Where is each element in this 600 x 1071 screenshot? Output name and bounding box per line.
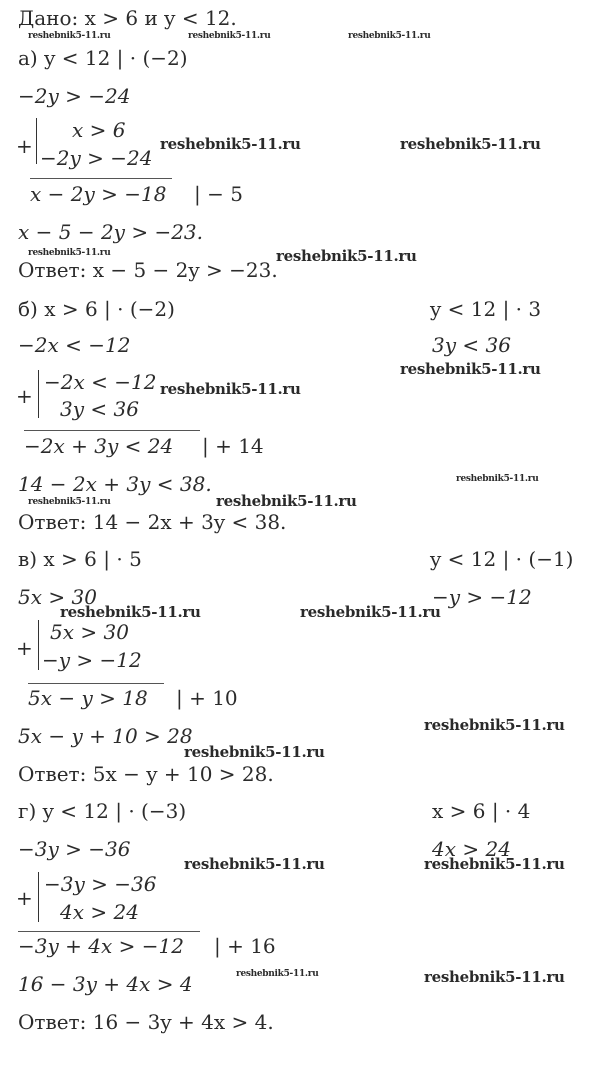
part-b-answer: Ответ: 14 − 2x + 3y < 38. xyxy=(18,510,287,534)
watermark: reshebnik5-11.ru xyxy=(60,603,201,621)
system-bracket xyxy=(36,118,37,164)
part-a-result: x − 5 − 2y > −23. xyxy=(18,220,204,244)
watermark: reshebnik5-11.ru xyxy=(160,380,301,398)
system-bracket xyxy=(38,370,39,418)
sum-rule xyxy=(24,430,200,431)
system-line-1: −3y > −36 xyxy=(44,872,157,896)
part-v-answer: Ответ: 5x − y + 10 > 28. xyxy=(18,762,274,786)
part-v-operation: | + 10 xyxy=(176,686,238,710)
watermark: reshebnik5-11.ru xyxy=(28,31,111,41)
part-g-result: 16 − 3y + 4x > 4 xyxy=(18,972,193,996)
part-v-sum: 5x − y > 18 xyxy=(28,686,148,710)
system-line-2: −y > −12 xyxy=(42,648,142,672)
watermark: reshebnik5-11.ru xyxy=(236,969,319,979)
watermark: reshebnik5-11.ru xyxy=(188,31,271,41)
part-b-step1-right: 3y < 36 xyxy=(432,333,511,357)
watermark: reshebnik5-11.ru xyxy=(400,360,541,378)
watermark: reshebnik5-11.ru xyxy=(184,743,325,761)
sum-rule xyxy=(30,178,172,179)
watermark: reshebnik5-11.ru xyxy=(216,492,357,510)
system-line-2: 4x > 24 xyxy=(60,900,139,924)
given-line: Дано: x > 6 и y < 12. xyxy=(18,6,237,30)
watermark: reshebnik5-11.ru xyxy=(160,135,301,153)
part-g-heading: г) y < 12 | · (−3) xyxy=(18,799,187,823)
watermark: reshebnik5-11.ru xyxy=(184,855,325,873)
watermark: reshebnik5-11.ru xyxy=(424,716,565,734)
system-line-1: 5x > 30 xyxy=(50,620,129,644)
watermark: reshebnik5-11.ru xyxy=(456,474,539,484)
sum-rule xyxy=(28,683,164,684)
plus-sign: + xyxy=(16,134,33,158)
watermark: reshebnik5-11.ru xyxy=(400,135,541,153)
part-b-step1: −2x < −12 xyxy=(18,333,131,357)
part-v-heading-right: y < 12 | · (−1) xyxy=(430,547,574,571)
part-g-step1-right: 4x > 24 xyxy=(432,837,511,861)
part-v-heading: в) x > 6 | · 5 xyxy=(18,547,142,571)
watermark: reshebnik5-11.ru xyxy=(276,247,417,265)
part-g-step1: −3y > −36 xyxy=(18,837,131,861)
system-line-2: 3y < 36 xyxy=(60,397,139,421)
part-a-answer: Ответ: x − 5 − 2y > −23. xyxy=(18,258,278,282)
system-line-1: −2x < −12 xyxy=(44,370,157,394)
system-line-1: x > 6 xyxy=(72,118,126,142)
plus-sign: + xyxy=(16,384,33,408)
part-v-step1-right: −y > −12 xyxy=(432,585,532,609)
system-bracket xyxy=(38,872,39,922)
part-b-heading-right: y < 12 | · 3 xyxy=(430,297,542,321)
watermark: reshebnik5-11.ru xyxy=(424,968,565,986)
part-b-result: 14 − 2x + 3y < 38. xyxy=(18,472,212,496)
part-a-heading: а) y < 12 | · (−2) xyxy=(18,46,188,70)
part-g-operation: | + 16 xyxy=(214,934,276,958)
watermark: reshebnik5-11.ru xyxy=(424,855,565,873)
watermark: reshebnik5-11.ru xyxy=(300,603,441,621)
part-v-step1: 5x > 30 xyxy=(18,585,97,609)
part-g-sum: −3y + 4x > −12 xyxy=(18,934,184,958)
part-b-heading: б) x > 6 | · (−2) xyxy=(18,297,175,321)
part-a-operation: | − 5 xyxy=(194,182,243,206)
part-a-step1: −2y > −24 xyxy=(18,84,131,108)
plus-sign: + xyxy=(16,636,33,660)
watermark: reshebnik5-11.ru xyxy=(348,31,431,41)
part-v-result: 5x − y + 10 > 28 xyxy=(18,724,193,748)
plus-sign: + xyxy=(16,886,33,910)
part-g-answer: Ответ: 16 − 3y + 4x > 4. xyxy=(18,1010,274,1034)
part-b-operation: | + 14 xyxy=(202,434,264,458)
part-a-sum: x − 2y > −18 xyxy=(30,182,167,206)
part-b-sum: −2x + 3y < 24 xyxy=(24,434,174,458)
system-line-2: −2y > −24 xyxy=(40,146,153,170)
watermark: reshebnik5-11.ru xyxy=(28,248,111,258)
part-g-heading-right: x > 6 | · 4 xyxy=(432,799,531,823)
sum-rule xyxy=(18,931,200,932)
system-bracket xyxy=(38,620,39,670)
watermark: reshebnik5-11.ru xyxy=(28,497,111,507)
